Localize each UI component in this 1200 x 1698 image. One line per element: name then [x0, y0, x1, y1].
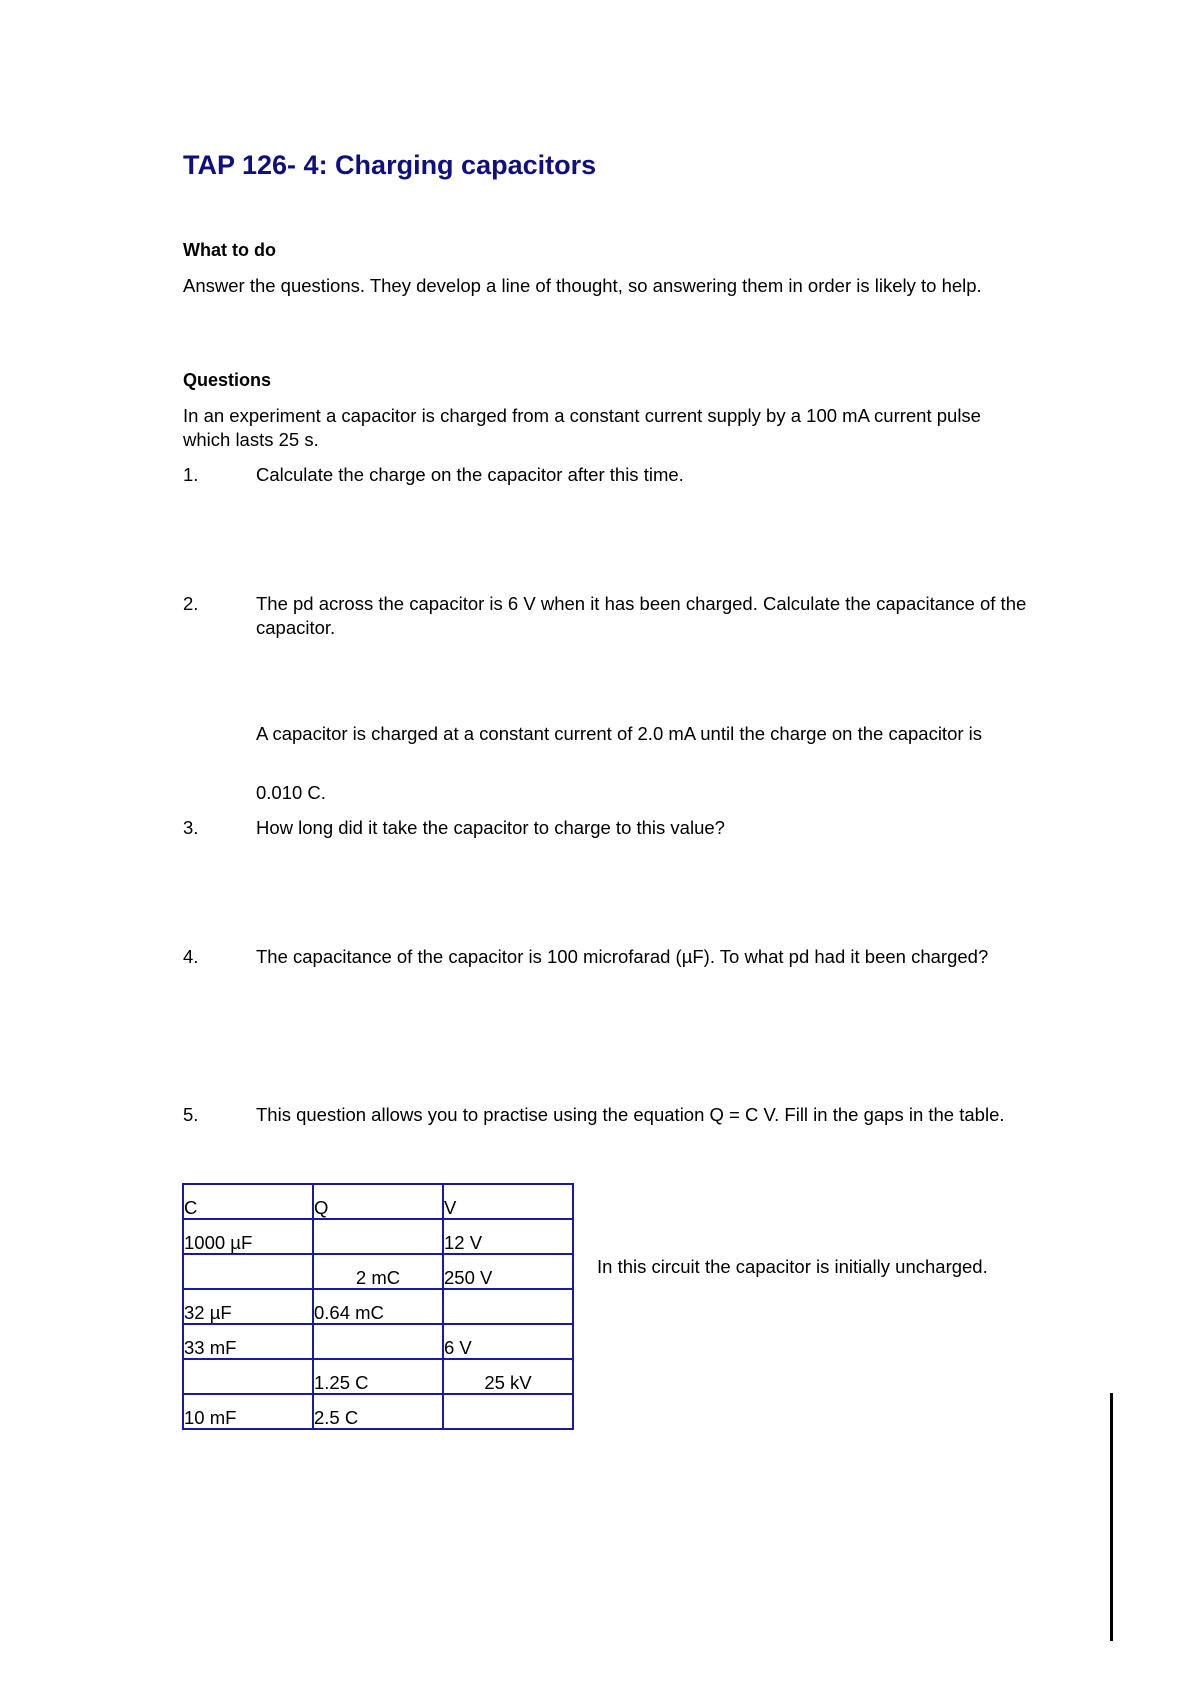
question-4-number: 4. — [183, 946, 199, 967]
questions-heading: Questions — [183, 370, 272, 390]
table-cell: 6 V — [443, 1324, 573, 1359]
table-cell: 1000 µF — [183, 1219, 313, 1254]
table-cell — [313, 1219, 443, 1254]
circuit-note: In this circuit the capacitor is initially uncharged. — [597, 1256, 988, 1277]
table-row — [183, 1254, 573, 1289]
question-2-text: The pd across the capacitor is 6 V when it has been charged. Calculate the capacitance of the capacitor. — [256, 593, 1027, 638]
interlude-line-2: 0.010 C. — [256, 782, 326, 803]
question-5-text: This question allows you to practise using the equation Q = C V. Fill in the gaps in the table. — [256, 1104, 1005, 1125]
table-cell — [443, 1394, 573, 1429]
table-row — [183, 1289, 573, 1324]
table-row — [183, 1359, 573, 1394]
question-5-number: 5. — [183, 1104, 199, 1125]
question-1-text: Calculate the charge on the capacitor after this time. — [256, 464, 684, 485]
what-to-do-text: Answer the questions. They develop a line of thought, so answering them in order is likely to help. — [183, 275, 982, 296]
table-cell — [183, 1254, 313, 1289]
what-to-do-heading: What to do — [183, 240, 276, 260]
table-row — [183, 1394, 573, 1429]
question-3-number: 3. — [183, 817, 199, 838]
table-cell: 32 µF — [183, 1289, 313, 1324]
margin-bar — [1110, 1393, 1113, 1641]
question-3-text: How long did it take the capacitor to charge to this value? — [256, 817, 725, 838]
question-2-number: 2. — [183, 593, 199, 614]
table-row — [183, 1219, 573, 1254]
table-row — [183, 1324, 573, 1359]
table-cell: 12 V — [443, 1219, 573, 1254]
table-cell — [183, 1359, 313, 1394]
table-header-c: C — [183, 1184, 313, 1219]
table-header-row — [183, 1184, 573, 1219]
table-cell: 10 mF — [183, 1394, 313, 1429]
table-header-v: V — [443, 1184, 573, 1219]
question-4-text: The capacitance of the capacitor is 100 microfarad (µF). To what pd had it been charged? — [256, 946, 989, 967]
table-cell — [313, 1324, 443, 1359]
interlude-line-1: A capacitor is charged at a constant current of 2.0 mA until the charge on the capacitor is — [256, 723, 983, 744]
table-cell: 2.5 C — [313, 1394, 443, 1429]
table-cell: 1.25 C — [313, 1359, 443, 1394]
questions-intro: In an experiment a capacitor is charged from a constant current supply by a 100 mA current pulse which lasts 25 s. — [183, 405, 981, 450]
page-title: TAP 126- 4: Charging capacitors — [183, 150, 597, 180]
table-header-q: Q — [313, 1184, 443, 1219]
table-cell: 25 kV — [443, 1359, 573, 1394]
question-1-number: 1. — [183, 464, 199, 485]
table-cell: 33 mF — [183, 1324, 313, 1359]
table-cell — [443, 1289, 573, 1324]
table-cell: 250 V — [443, 1254, 573, 1289]
table-cell: 0.64 mC — [313, 1289, 443, 1324]
qcv-table — [182, 1183, 574, 1430]
table-cell: 2 mC — [313, 1254, 443, 1289]
